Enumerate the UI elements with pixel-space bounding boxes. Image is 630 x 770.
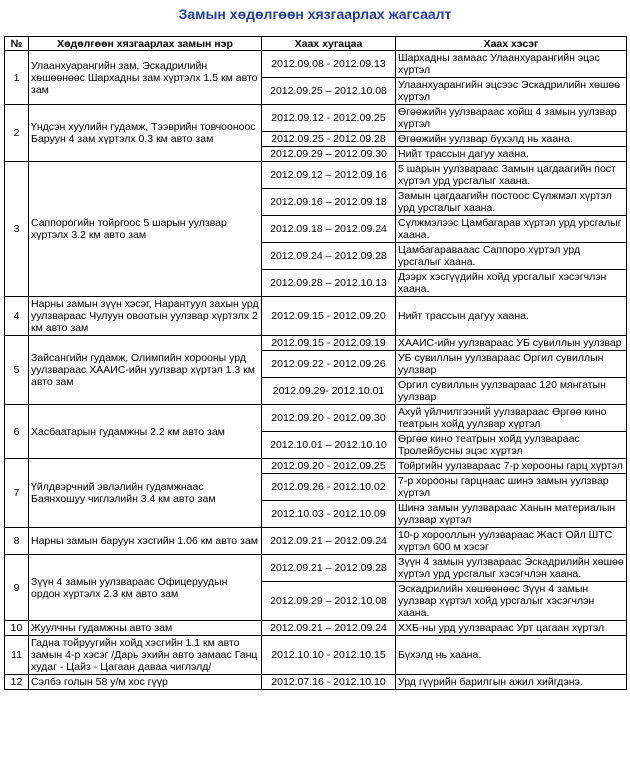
header-date: Хаах хугацаа <box>262 37 396 51</box>
closure-section: Нийт трассын дагуу хаана. <box>396 147 627 162</box>
closure-date: 2012.10.03 - 2012.10.09 <box>262 501 396 528</box>
road-name: Жуулчны гудамжны авто зам <box>29 621 262 636</box>
header-no: № <box>5 37 29 51</box>
closure-date: 2012.09.16 – 2012.09.18 <box>262 189 396 216</box>
closure-section: Ахуй үйлчилгээний уулзвараас Өргөө кино театрын хойд уулзвар хүртэл <box>396 405 627 432</box>
closure-section: УБ сувиллын уулзвараас Оргил сувиллын уулзвар <box>396 351 627 378</box>
closure-date: 2012.09.29 – 2012.10.08 <box>262 582 396 621</box>
table-row <box>5 555 627 582</box>
table-row <box>5 336 627 351</box>
closure-section: Оргил сувиллын уулзвараас 120 мянгатын уулзвар <box>396 378 627 405</box>
closure-date: 2012.09.08 - 2012.09.13 <box>262 51 396 78</box>
closure-date: 2012.09.15 - 2012.09.19 <box>262 336 396 351</box>
closure-section: Сүлжмэлээс Цамбагарав хүртэл урд урсгалыг хаана. <box>396 216 627 243</box>
closure-date: 2012.09.21 – 2012.09.28 <box>262 555 396 582</box>
closure-date: 2012.10.01 – 2012.10.10 <box>262 432 396 459</box>
table-row <box>5 675 627 690</box>
row-number: 8 <box>5 528 29 555</box>
closure-section: Эскадрилийн хөшөөнөөс Зүүн 4 замын уулзвар хүртэл хойд урсгалыг хэсэгчлэн хаана. <box>396 582 627 621</box>
closure-date: 2012.09.25 - 2012.09.28 <box>262 132 396 147</box>
closure-section: Нийт трассын дагуу хаана. <box>396 297 627 336</box>
road-name: Үндсэн хуулийн гудамж, Тээврийн товчооноос Баруун 4 зам хүртэлх 0.3 км авто зам <box>29 105 262 162</box>
row-number: 10 <box>5 621 29 636</box>
row-number: 11 <box>5 636 29 675</box>
closure-section: Бүхэлд нь хаана. <box>396 636 627 675</box>
table-row <box>5 162 627 189</box>
closure-date: 2012.09.12 - 2012.09.25 <box>262 105 396 132</box>
closure-section: Өргөө кино театрын хойд уулзвараас Тролейбусны эцэс хүртэл <box>396 432 627 459</box>
road-name: Улаанхуарангийн зам, Эскадрилийн хөшөөнөөс Шархадны зам хүртэлх 1.5 км авто зам <box>29 51 262 105</box>
closure-section: Замын цагдаагийн постоос Сүлжмэл хүртэл урд урсгалыг хаана. <box>396 189 627 216</box>
header-road: Хөдөлгөөн хязгаарлах замын нэр <box>29 37 262 51</box>
road-closure-table <box>4 36 627 690</box>
row-number: 3 <box>5 162 29 297</box>
closure-section: Урд гүүрийн барилгын ажил хийгдэнэ. <box>396 675 627 690</box>
closure-date: 2012.09.21 – 2012.09.24 <box>262 621 396 636</box>
closure-section: Дээрх хэсгүүдийн хойд урсгалыг хэсэгчлэн хаана. <box>396 270 627 297</box>
row-number: 1 <box>5 51 29 105</box>
closure-section: Зүүн 4 замын уулзвараас Эскадрилийн хөшөө хүртэл урд урсгалыг хэсэгчлэн хаана. <box>396 555 627 582</box>
road-name: Нарны замын баруун хэсгийн 1.06 км авто зам <box>29 528 262 555</box>
road-name: Зайсангийн гудамж, Олимпийн хорооны урд уулзвараас ХААИС-ийн уулзвар хүртэл 1.3 км авто зам <box>29 336 262 405</box>
road-name: Саппорогийн тойргоос 5 шарын уулзвар хүртэлх 3.2 км авто зам <box>29 162 262 297</box>
closure-section: Өгөөжийн уулзвараас хойш 4 замын уулзвар хүртэл <box>396 105 627 132</box>
closure-section: Улаанхуарангийн эцсээс Эскадрилийн хөшөө хүртэл <box>396 78 627 105</box>
table-row <box>5 297 627 336</box>
table-row <box>5 405 627 432</box>
road-name: Нарны замын зүүн хэсэг, Нарантуул захын урд уулзвараас Чулуун овоотын уулзвар хүртэлх 2 км авто зам <box>29 297 262 336</box>
closure-date: 2012.09.25 – 2012.10.08 <box>262 78 396 105</box>
row-number: 12 <box>5 675 29 690</box>
closure-date: 2012.09.18 – 2012.09.24 <box>262 216 396 243</box>
table-row <box>5 528 627 555</box>
header-section: Хаах хэсэг <box>396 37 627 51</box>
row-number: 4 <box>5 297 29 336</box>
row-number: 9 <box>5 555 29 621</box>
row-number: 6 <box>5 405 29 459</box>
closure-date: 2012.09.21 – 2012.09.24 <box>262 528 396 555</box>
closure-date: 2012.10.10 - 2012.10.15 <box>262 636 396 675</box>
closure-date: 2012.09.28 – 2012.10.13 <box>262 270 396 297</box>
page-title: Замын хөдөлгөөн хязгаарлах жагсаалт <box>178 6 452 22</box>
closure-section: ХХБ-ны урд уулзвараас Урт цагаан хүртэл <box>396 621 627 636</box>
closure-section: Цамбагаравааас Саппоро хүртэл урд урсгалыг хаана. <box>396 243 627 270</box>
road-name: Гадна тойруугийн хойд хэсгийн 1.1 км авто замын 4-р хэсэг /Дарь эхийн авто замаас Ганц худаг - Цайз - Цагаан даваа чиглэлд/ <box>29 636 262 675</box>
closure-section: 10-р хорооллын уулзвараас Жаст Ойл ШТС хүртэл 600 м хэсэг <box>396 528 627 555</box>
closure-date: 2012.09.29 – 2012.09.30 <box>262 147 396 162</box>
road-name: Хасбаатарын гудамжны 2.2 км авто зам <box>29 405 262 459</box>
closure-date: 2012.09.22 - 2012.09.26 <box>262 351 396 378</box>
row-number: 2 <box>5 105 29 162</box>
road-name: Сэлбэ голын 58 у/м хос гүүр <box>29 675 262 690</box>
table-body <box>5 51 627 690</box>
closure-date: 2012.09.15 - 2012.09.20 <box>262 297 396 336</box>
header-row <box>5 37 627 51</box>
closure-section: Шархадны замаас Улаанхуарангийн эцэс хүртэл <box>396 51 627 78</box>
row-number: 7 <box>5 459 29 528</box>
closure-section: 7-р хорооны гарцнаас шинэ замын уулзвар хүртэл <box>396 474 627 501</box>
row-number: 5 <box>5 336 29 405</box>
closure-date: 2012.09.29- 2012.10.01 <box>262 378 396 405</box>
closure-date: 2012.09.12 – 2012.09.16 <box>262 162 396 189</box>
closure-section: Тойргийн уулзвараас 7-р хорооны гарц хүртэл <box>396 459 627 474</box>
table-row <box>5 105 627 132</box>
road-name: Зүүн 4 замын уулзвараас Офицеруудын ордон хүртэлх 2.3 км авто зам <box>29 555 262 621</box>
table-row <box>5 636 627 675</box>
closure-date: 2012.09.20 - 2012.09.30 <box>262 405 396 432</box>
table-row <box>5 51 627 78</box>
closure-section: 5 шарын уулзвараас Замын цагдаагийн пост хүртэл урд урсгалыг хаана. <box>396 162 627 189</box>
closure-date: 2012.09.26 - 2012.10.02 <box>262 474 396 501</box>
road-name: Үйлдвэрчний эвлэлийн гудамжнаас Баянхошуу чиглэлийн 3.4 км авто зам <box>29 459 262 528</box>
table-row <box>5 459 627 474</box>
closure-section: Шинэ замын уулзвараас Ханын материалын уулзвар хүртэл <box>396 501 627 528</box>
closure-section: Өгөөжийн уулзвар бүхэлд нь хаана. <box>396 132 627 147</box>
closure-section: ХААИС-ийн уулзвараас УБ сувиллын уулзвар <box>396 336 627 351</box>
closure-date: 2012.09.24 – 2012.09.28 <box>262 243 396 270</box>
table-row <box>5 621 627 636</box>
closure-date: 2012.09.20 - 2012.09.25 <box>262 459 396 474</box>
closure-date: 2012.07.16 - 2012.10.10 <box>262 675 396 690</box>
